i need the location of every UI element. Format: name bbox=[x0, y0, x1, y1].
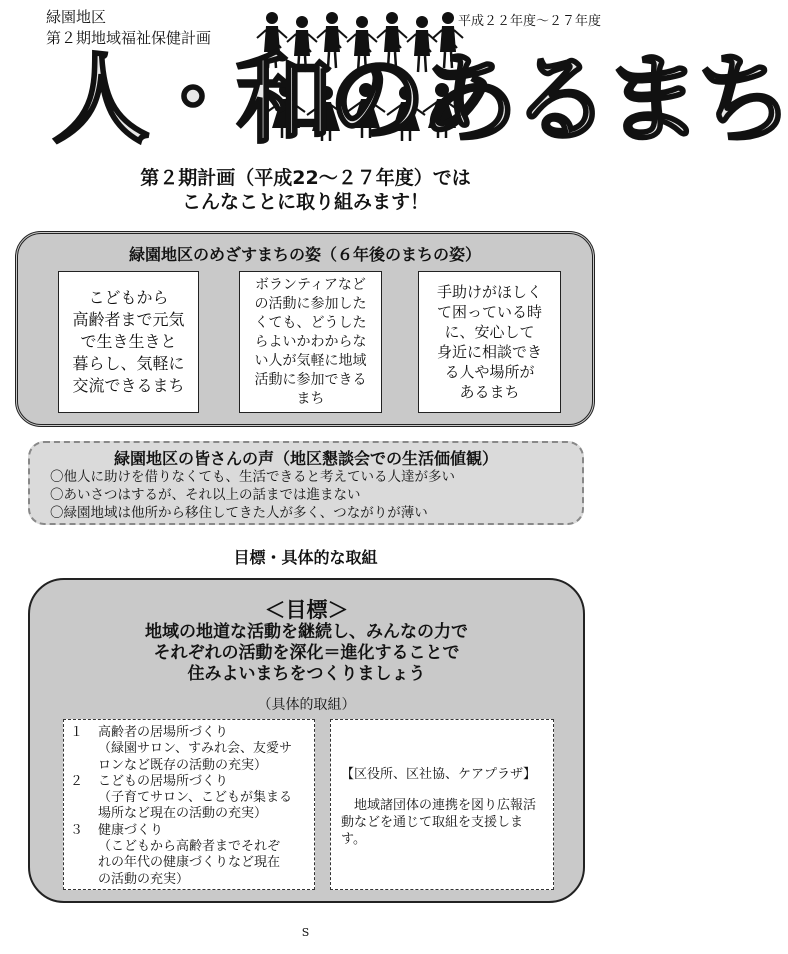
vision-line: 交流できるまち bbox=[72, 376, 185, 395]
goals-heading: 目標・具体的な取組 bbox=[233, 548, 378, 567]
action-item-3 bbox=[70, 823, 314, 839]
goals-panel bbox=[28, 578, 585, 903]
voices-panel bbox=[28, 441, 584, 525]
action-title: こどもの居場所づくり bbox=[98, 773, 229, 789]
voices-title: 緑園地区の皆さんの声（地区懇談会での生活価値観） bbox=[113, 449, 498, 468]
goal-line: それぞれの活動を深化＝進化することで bbox=[153, 643, 460, 663]
vision-title: 緑園地区のめざすまちの姿（６年後のまちの姿） bbox=[128, 245, 481, 264]
vision-line: 高齢者まで元気 bbox=[72, 310, 185, 329]
vision-line: あるまち bbox=[459, 383, 520, 401]
support-text: 地域諸団体の連携を図り広報活動などを通じて取組を支援します。 bbox=[341, 798, 537, 847]
vision-line: こどもから bbox=[88, 288, 169, 307]
district-name: 緑園地区 bbox=[46, 8, 107, 26]
actions-list bbox=[63, 719, 315, 890]
plan-name: 第２期地域福祉保健計画 bbox=[46, 29, 212, 47]
vision-line: ボランティアなど bbox=[255, 276, 366, 293]
voice-item-1: 〇他人に助けを借りなくても、生活できると考えている人達が多い bbox=[50, 469, 455, 485]
vision-line: の活動に参加した bbox=[254, 295, 367, 312]
vision-box-3 bbox=[418, 271, 561, 413]
action-number: １ bbox=[70, 725, 84, 740]
action-detail: れの年代の健康づくりなど現在 bbox=[98, 855, 281, 871]
vision-line: る人や場所が bbox=[444, 363, 535, 381]
subtitle-line-1: 第２期計画（平成22～２７年度）では bbox=[140, 167, 471, 189]
main-title: 人・和のあるまち bbox=[52, 43, 788, 157]
action-detail: 場所など現在の活動の充実） bbox=[98, 806, 268, 822]
actions-heading: （具体的取組） bbox=[257, 697, 356, 713]
vision-line: で生き生きと bbox=[80, 332, 177, 351]
vision-line: 暮らし、気軽に bbox=[72, 354, 185, 373]
vision-line: て困っている時 bbox=[436, 303, 542, 321]
vision-line: まち bbox=[296, 390, 325, 407]
vision-line: 身近に相談でき bbox=[436, 343, 542, 361]
action-title: 健康づくり bbox=[98, 822, 164, 838]
action-detail: ロンなど既存の活動の充実） bbox=[98, 757, 268, 773]
goal-line: 地域の地道な活動を継続し、みんなの力で bbox=[145, 622, 468, 642]
action-detail: （緑園サロン、すみれ会、友愛サ bbox=[98, 741, 292, 757]
action-detail: （子育てサロン、こどもが集まる bbox=[98, 790, 292, 806]
action-number: ３ bbox=[70, 822, 84, 838]
vision-panel bbox=[15, 231, 595, 427]
plan-period: 平成２２年度～２７年度 bbox=[457, 14, 601, 29]
page-number: S bbox=[301, 926, 310, 939]
action-number: ２ bbox=[70, 773, 84, 789]
goal-label: ＜目標＞ bbox=[264, 598, 349, 622]
support-title: 【区役所、区社協、ケアプラザ】 bbox=[341, 767, 537, 782]
vision-line: 活動に参加できる bbox=[254, 371, 367, 388]
action-detail: （こどもから高齢者までそれぞ bbox=[98, 839, 281, 855]
goal-line: 住みよいまちをつくりましょう bbox=[187, 664, 426, 684]
voice-item-3: 〇緑園地域は他所から移住してきた人が多く、つながりが薄い bbox=[50, 505, 428, 521]
vision-line: くても、どうした bbox=[254, 314, 367, 331]
support-box bbox=[330, 719, 554, 890]
action-detail: の活動の充実） bbox=[98, 871, 190, 887]
action-title: 高齢者の居場所づくり bbox=[98, 725, 229, 740]
subtitle-line-2: こんなことに取り組みます！ bbox=[181, 191, 429, 213]
vision-line: に、安心して bbox=[444, 323, 535, 341]
action-item-1 bbox=[70, 725, 314, 741]
vision-box-1 bbox=[58, 271, 199, 413]
goal-text bbox=[30, 622, 583, 685]
vision-line: 手助けがほしく bbox=[436, 283, 542, 301]
action-item-2 bbox=[70, 774, 314, 790]
subtitle bbox=[0, 166, 611, 214]
voice-item-2: 〇あいさつはするが、それ以上の話までは進まない bbox=[50, 487, 361, 503]
vision-line: い人が気軽に地域 bbox=[254, 352, 367, 369]
vision-line: らよいかわからな bbox=[254, 333, 367, 350]
vision-box-2 bbox=[239, 271, 382, 413]
